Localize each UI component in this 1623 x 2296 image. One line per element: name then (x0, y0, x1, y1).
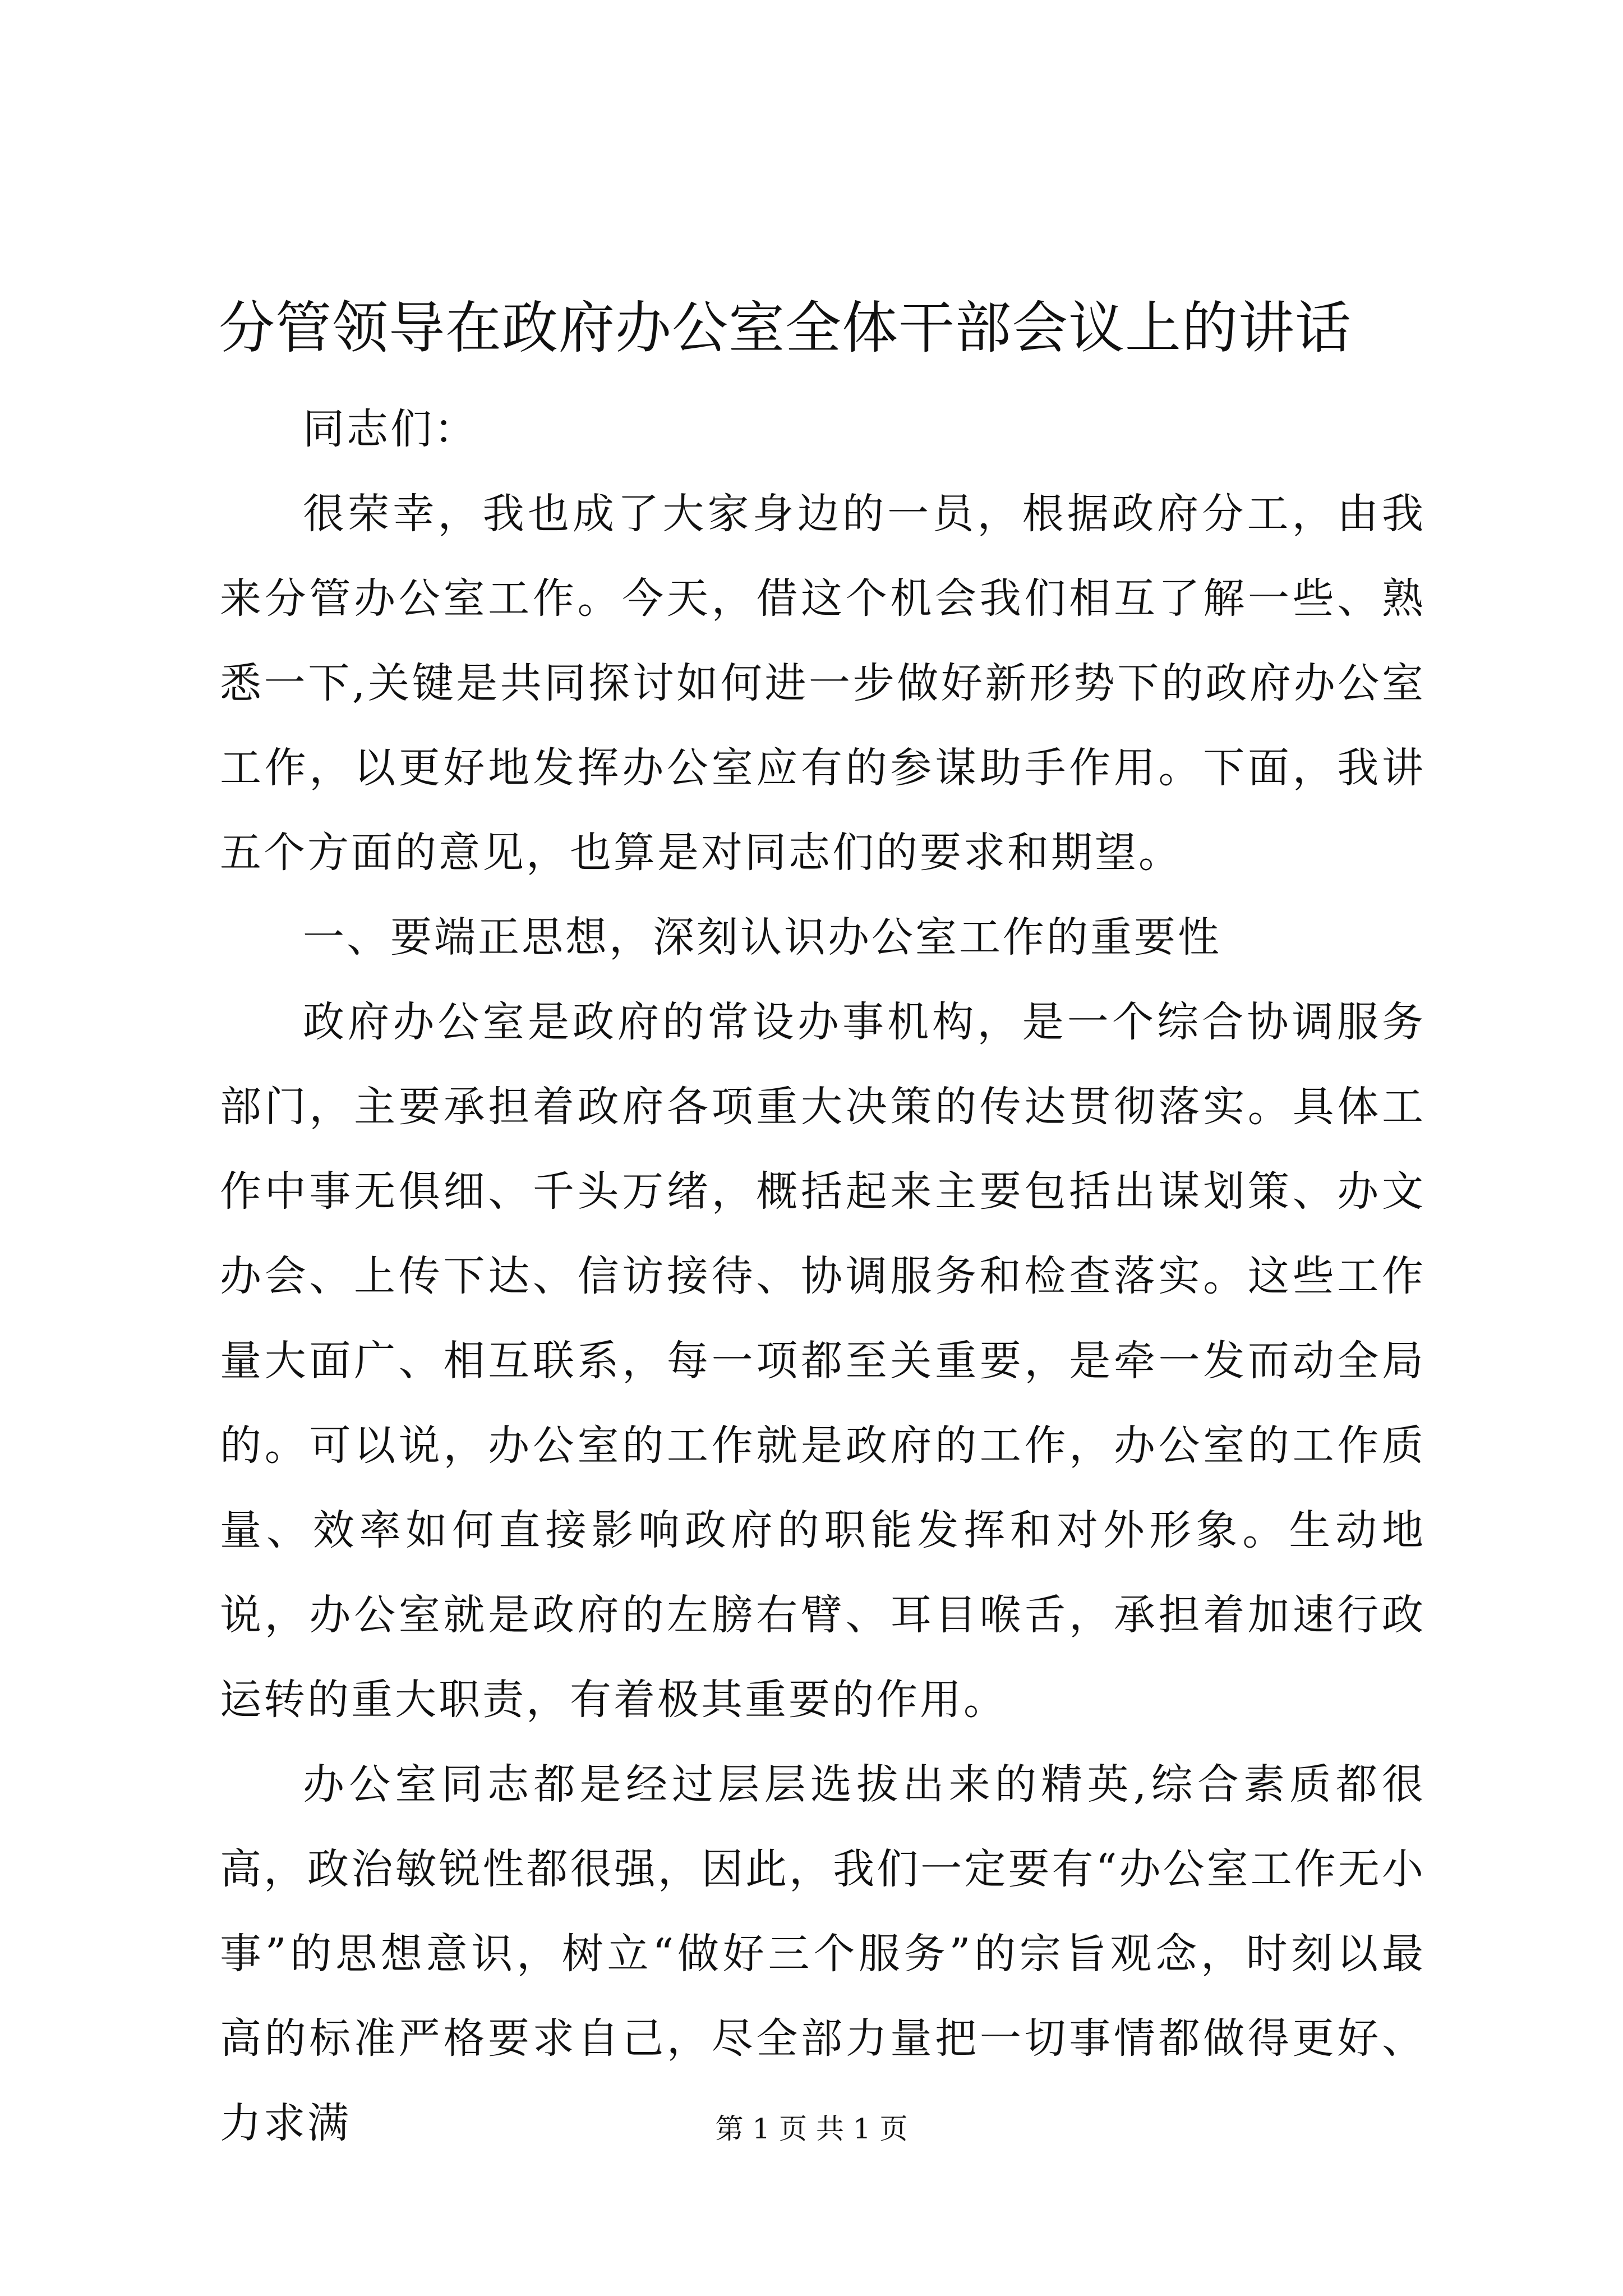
document-body (220, 387, 1426, 2166)
body-paragraph: 政府办公室是政府的常设办事机构，是一个综合协调服务部门，主要承担着政府各项重大决策的传达贯彻落实。具体工作中事无俱细、千头万绪，概括起来主要包括出谋划策、办文办会、上传下达、信访接待、协调服务和检查落实。这些工作量大面广、相互联系，每一项都至关重要，是牵一发而动全局的。可以说，办公室的工作就是政府的工作，办公室的工作质量、效率如何直接影响政府的职能发挥和对外形象。生动地说，办公室就是政府的左膀右臂、耳目喉舌，承担着加速行政运转的重大职责，有着极其重要的作用。 (220, 998, 1426, 1724)
section-heading: 一、要端正思想，深刻认识办公室工作的重要性 (303, 913, 1221, 961)
intro-paragraph: 很荣幸，我也成了大家身边的一员，根据政府分工，由我来分管办公室工作。今天，借这个机会我们相互了解一些、熟悉一下,关键是共同探讨如何进一步做好新形势下的政府办公室工作，以更好地发挥办公室应有的参谋助手作用。下面，我讲五个方面的意见，也算是对同志们的要求和期望。 (220, 490, 1426, 877)
body-paragraph: 办公室同志都是经过层层选拔出来的精英,综合素质都很高，政治敏锐性都很强，因此，我们一定要有“办公室工作无小事”的思想意识，树立“做好三个服务”的宗旨观念，时刻以最高的标准严格要求自己，尽全部力量把一切事情都做得更好、力求满 (220, 1760, 1426, 2147)
document-title: 分管领导在政府办公室全体干部会议上的讲话 (219, 295, 1352, 361)
salutation-paragraph: 同志们： (303, 405, 478, 453)
page-footer (0, 2109, 1623, 2148)
page-number-label: 第 1 页 共 1 页 (715, 2113, 908, 2145)
